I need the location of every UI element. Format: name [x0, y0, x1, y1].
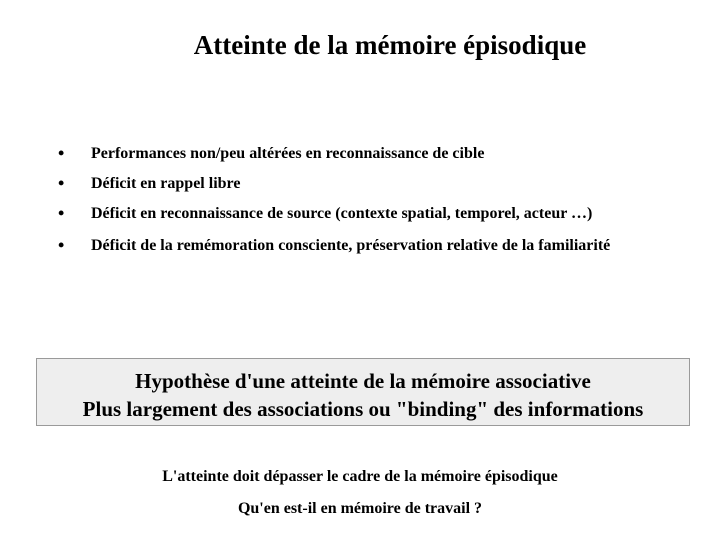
bullet-text: Déficit en rappel libre	[91, 175, 241, 192]
bullet-list	[58, 143, 668, 257]
bullet-dot-icon: •	[58, 235, 65, 255]
bullet-dot-icon: •	[58, 203, 65, 223]
bullet-text: Performances non/peu altérées en reconnaissance de cible	[91, 145, 485, 162]
conclusion-line-1: L'atteinte doit dépasser le cadre de la mémoire épisodique	[162, 468, 558, 485]
bullet-item	[58, 235, 668, 257]
bullet-item	[58, 203, 668, 225]
bullet-text: Déficit en reconnaissance de source (contexte spatial, temporel, acteur …)	[91, 205, 593, 222]
bullet-dot-icon: •	[58, 143, 65, 163]
bullet-text: Déficit de la remémoration consciente, préservation relative de la familiarité	[91, 237, 611, 254]
slide-title: Atteinte de la mémoire épisodique	[193, 30, 587, 60]
bullet-item	[58, 173, 668, 195]
bullet-dot-icon: •	[58, 173, 65, 193]
conclusion-line-2: Qu'en est-il en mémoire de travail ?	[237, 500, 483, 517]
hypothesis-line-2: Plus largement des associations ou "binding" des informations	[82, 397, 644, 421]
hypothesis-line-1: Hypothèse d'une atteinte de la mémoire associative	[135, 369, 591, 393]
hypothesis-box	[36, 358, 690, 426]
bullet-item	[58, 143, 668, 165]
